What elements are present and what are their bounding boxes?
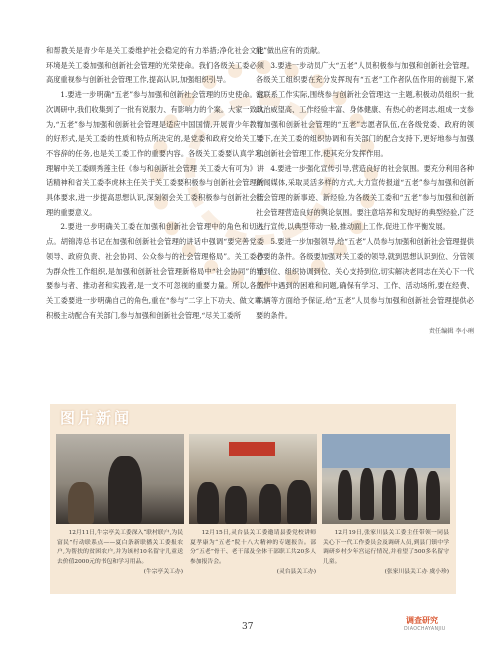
article-paragraph: 2.要进一步明确关工委在加强和创新社会管理中的角色和切入点。胡锦涛总书记在加强和创新社会管理的讲话中强调“要完善党委领导、政府负责、社会协同、公众参与的社会管理格局”。关工委作为群众性工作组织,是加强和创新社会管理新格局中“社会协同”的重要参与者、推动者和实践者,是一支不可忽视的重要力量。所以,各级关工委要进一步明确自己的角色,重在“参与”二字上下功夫、做文章,积极主动配合有关部门,参与加强和创新社会管理,“尽关工委所 — [46, 222, 264, 320]
magazine-pinyin: DIAOCHAYANJIU — [404, 627, 446, 632]
photo-news-section — [50, 404, 456, 594]
photo-caption-2 — [190, 529, 316, 578]
person-silhouette — [426, 471, 440, 520]
article-paragraph: 能”做出应有的贡献。 — [256, 46, 325, 55]
caption-source: (灵台县关工办) — [276, 569, 316, 576]
person-silhouette — [404, 468, 418, 520]
article-paragraph: 和帮教关是青少年是关工委维护社会稳定的有力举措;净化社会文化环境是关工委加强和创新社会管理的光荣使命。我们各级关工委必须高度重视参与创新社会管理工作,提高认识,加强组织引导。 — [46, 46, 264, 85]
caption-source: (牛宗亭关工办) — [143, 569, 183, 576]
caption-text: 12月15日,灵台县关工委邀请县委党校讲师夏孝康为“五老”院十八大精神的专题报告。部分“五老”骨干、老干部及全体干部职工共20多人参加报告会。 — [190, 530, 316, 565]
person-silhouette — [68, 482, 94, 524]
news-photo-1 — [56, 434, 184, 524]
person-silhouette — [225, 486, 247, 524]
news-photo-2 — [189, 434, 317, 524]
article-left-column — [46, 44, 264, 323]
photo-news-title: 图片新闻 — [60, 409, 133, 427]
article-paragraph: 1.要进一步明确“五老”参与加强和创新社会管理的历史使命。这次调研中,我们收集到了一批有说服力、有影响力的个案。大家一致认为,“五老”参与加强和创新社会管理是适应中国国情,开展青少年教育的好形式,是关工委的性质和特点所决定的,是党委和政府交给关工委不容辞的任务,也是关工委工作的重要内容。各级关工委要认真学习,理解中关工委顾秀莲主任《参与和创新社会管理 关工委大有可为》讲话精神和省关工委李虎林主任关于关工委要积极参与创新社会管理的具体要求,进一步提高思想认识,深刻领会关工委积极参与创新社会管理的重要意义。 — [46, 90, 264, 217]
caption-text: 12月19日,张家川县关工委主任带领一同县关心下一代工作委员会及调研人员,到县门镇中学调研乡村少年宫运行情况,并看望了500多名留守儿童。 — [323, 530, 449, 565]
person-silhouette — [108, 456, 142, 524]
article-paragraph: 4.要进一步强化宣传引导,营造良好的社会氛围。要充分利用各种新闻媒体,采取灵活多样的方式,大力宣传报道“五老”参与加强和创新社会管理的新事迹、新经验,为各级关工委和“五老”参与加强和创新社会管理营造良好的舆论氛围。要注意培养和发现好的典型经验,广泛进行宣传,以典型带动一般,推动面上工作,促进工作平衡发展。 — [256, 163, 474, 232]
person-silhouette — [360, 468, 374, 520]
person-silhouette — [382, 470, 396, 520]
news-photo-3 — [322, 434, 450, 524]
article-right-column — [256, 44, 474, 340]
page-number: 37 — [242, 622, 254, 632]
photo-caption-1 — [57, 529, 183, 578]
editor-credit: 责任编辑 李小琍 — [428, 328, 474, 336]
person-silhouette — [287, 480, 311, 524]
person-silhouette — [259, 484, 281, 524]
magazine-name: 调查研究 — [406, 616, 438, 625]
banner-shape — [229, 442, 275, 456]
caption-text: 12月11日,牛宗亭关工委深入“联村联户,为民富民”行动联系点——夏白条新联播关工委报农户,为帮扶的贫困农户,并为该村10名留守儿童送去价值2000元的书包和学习用品。 — [57, 530, 183, 565]
person-silhouette — [197, 482, 219, 524]
person-silhouette — [338, 470, 352, 520]
sky-shape — [322, 434, 450, 468]
article-paragraph: 5.要进一步加强领导,给“五老”人员参与加强和创新社会管理提供必要的条件。各级要加强对关工委的领导,就到思想认识到位、分管领导到位、组织协调到位、关心支持到位,切实解决老同志在关心下一代工作中遇到的困难和问题,确保有学习、工作、活动场所,要在经费、车辆等方面给予保证,给“五老”人员参与加强和创新社会管理提供必要的条件。 — [256, 237, 474, 320]
caption-source: (张家川县关工办 虞小珍) — [384, 569, 449, 576]
article-paragraph: 3.要进一步动员广大“五老”人员积极参与加强和创新社会管理。各级关工组织要在充分发挥现有“五老”工作者队伍作用的前提下,紧密联系工作实际,围绕参与创新社会管理这一主题,积极动员组织一批政治威望高、工作经验丰富、身体健康、有热心的老同志,组成一支参与加强和创新社会管理的“五老”志愿者队伍,在各级党委、政府的领导下,在关工委的组织协调和有关部门的配合支持下,更好地参与加强和创新社会管理工作,使其充分发挥作用。 — [256, 60, 474, 158]
photo-caption-3 — [323, 529, 449, 578]
